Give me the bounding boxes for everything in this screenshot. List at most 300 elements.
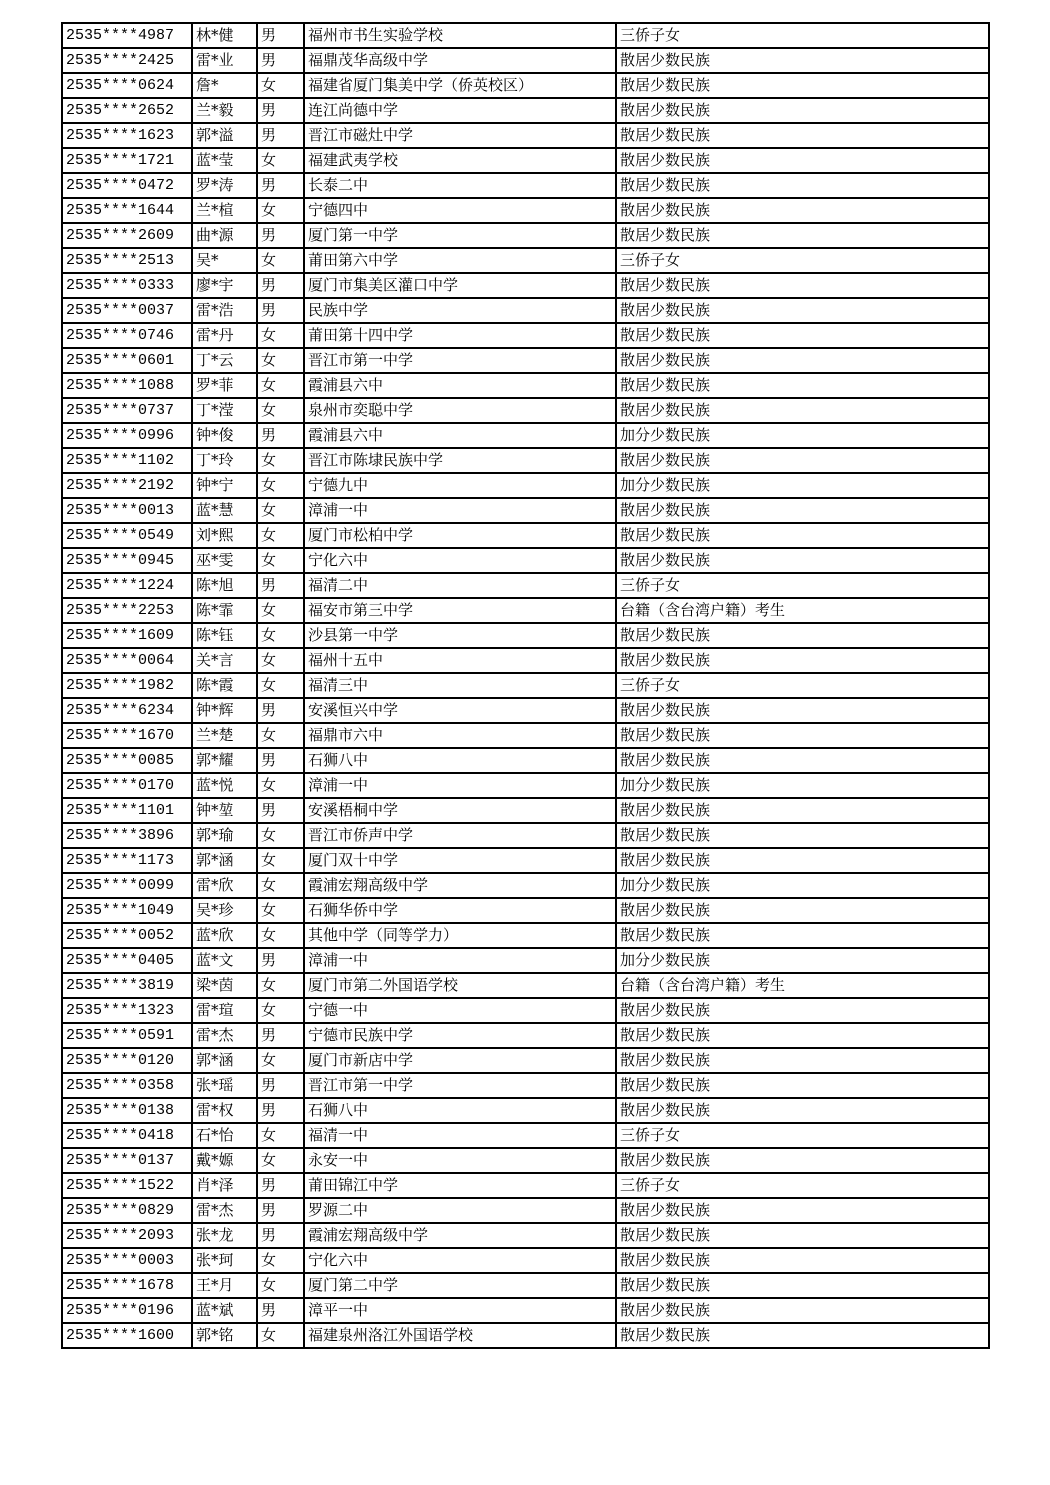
candidate-category-cell: 散居少数民族 [616,648,989,673]
table-row [62,498,989,523]
candidate-school-cell: 石狮八中 [304,1098,616,1123]
candidate-category-cell: 散居少数民族 [616,998,989,1023]
table-row [62,373,989,398]
candidate-id-cell: 2535****0085 [62,748,192,773]
table-row [62,1148,989,1173]
table-row [62,273,989,298]
candidate-gender-cell: 女 [257,248,304,273]
candidate-school-cell: 晋江市陈埭民族中学 [304,448,616,473]
candidate-gender-cell: 男 [257,98,304,123]
candidate-category-cell: 散居少数民族 [616,348,989,373]
candidate-category-cell: 加分少数民族 [616,423,989,448]
candidate-school-cell: 福建武夷学校 [304,148,616,173]
candidate-name-cell: 罗*涛 [192,173,257,198]
candidate-gender-cell: 女 [257,548,304,573]
table-row [62,473,989,498]
candidate-school-cell: 宁化六中 [304,548,616,573]
candidate-gender-cell: 女 [257,648,304,673]
candidate-id-cell: 2535****2093 [62,1223,192,1248]
candidate-id-cell: 2535****1609 [62,623,192,648]
table-row [62,698,989,723]
candidate-gender-cell: 男 [257,273,304,298]
candidate-school-cell: 福清一中 [304,1123,616,1148]
candidate-name-cell: 雷*杰 [192,1023,257,1048]
table-row [62,148,989,173]
table-row [62,1248,989,1273]
candidate-gender-cell: 女 [257,73,304,98]
candidate-school-cell: 宁德一中 [304,998,616,1023]
candidate-school-cell: 罗源二中 [304,1198,616,1223]
candidate-id-cell: 2535****2513 [62,248,192,273]
candidate-category-cell: 散居少数民族 [616,523,989,548]
table-row [62,98,989,123]
candidate-gender-cell: 男 [257,1173,304,1198]
candidate-id-cell: 2535****2652 [62,98,192,123]
table-row [62,173,989,198]
candidate-school-cell: 宁德市民族中学 [304,1023,616,1048]
candidate-name-cell: 郭*耀 [192,748,257,773]
table-row [62,548,989,573]
candidate-name-cell: 林*健 [192,23,257,48]
candidate-name-cell: 兰*楚 [192,723,257,748]
candidate-id-cell: 2535****0601 [62,348,192,373]
candidate-school-cell: 厦门市松柏中学 [304,523,616,548]
candidate-id-cell: 2535****0418 [62,1123,192,1148]
candidate-id-cell: 2535****1982 [62,673,192,698]
candidate-category-cell: 散居少数民族 [616,123,989,148]
candidate-category-cell: 散居少数民族 [616,1248,989,1273]
candidate-category-cell: 三侨子女 [616,1123,989,1148]
candidate-gender-cell: 女 [257,598,304,623]
candidate-school-cell: 晋江市第一中学 [304,348,616,373]
table-row [62,923,989,948]
candidate-gender-cell: 男 [257,223,304,248]
candidate-category-cell: 散居少数民族 [616,1023,989,1048]
candidate-gender-cell: 女 [257,848,304,873]
candidate-id-cell: 2535****0120 [62,1048,192,1073]
candidate-gender-cell: 男 [257,1023,304,1048]
candidate-category-cell: 散居少数民族 [616,273,989,298]
candidate-id-cell: 2535****1088 [62,373,192,398]
candidate-school-cell: 宁德九中 [304,473,616,498]
candidate-name-cell: 雷*权 [192,1098,257,1123]
candidate-name-cell: 郭*涵 [192,1048,257,1073]
candidate-id-cell: 2535****0358 [62,1073,192,1098]
candidate-gender-cell: 男 [257,798,304,823]
candidate-gender-cell: 男 [257,748,304,773]
candidate-school-cell: 福州市书生实验学校 [304,23,616,48]
candidate-school-cell: 福州十五中 [304,648,616,673]
candidate-gender-cell: 男 [257,1198,304,1223]
candidate-id-cell: 2535****0746 [62,323,192,348]
candidate-category-cell: 三侨子女 [616,23,989,48]
table-row [62,1198,989,1223]
table-row [62,998,989,1023]
candidate-name-cell: 兰*毅 [192,98,257,123]
candidate-category-cell: 散居少数民族 [616,698,989,723]
candidate-gender-cell: 女 [257,773,304,798]
candidate-school-cell: 厦门第二中学 [304,1273,616,1298]
candidate-id-cell: 2535****0037 [62,298,192,323]
candidate-category-cell: 散居少数民族 [616,748,989,773]
candidate-category-cell: 散居少数民族 [616,148,989,173]
candidate-gender-cell: 男 [257,298,304,323]
candidate-id-cell: 2535****0737 [62,398,192,423]
candidate-table [61,22,990,1349]
table-row [62,398,989,423]
candidate-gender-cell: 女 [257,473,304,498]
candidate-category-cell: 三侨子女 [616,1173,989,1198]
table-row [62,1273,989,1298]
candidate-name-cell: 雷*业 [192,48,257,73]
candidate-gender-cell: 男 [257,1098,304,1123]
candidate-id-cell: 2535****0099 [62,873,192,898]
candidate-category-cell: 散居少数民族 [616,48,989,73]
candidate-gender-cell: 女 [257,898,304,923]
candidate-school-cell: 石狮华侨中学 [304,898,616,923]
candidate-category-cell: 散居少数民族 [616,623,989,648]
candidate-school-cell: 民族中学 [304,298,616,323]
candidate-gender-cell: 男 [257,573,304,598]
candidate-id-cell: 2535****0196 [62,1298,192,1323]
candidate-name-cell: 兰*楦 [192,198,257,223]
table-row [62,1223,989,1248]
candidate-school-cell: 漳平一中 [304,1298,616,1323]
candidate-name-cell: 雷*丹 [192,323,257,348]
candidate-category-cell: 散居少数民族 [616,1223,989,1248]
candidate-name-cell: 吴* [192,248,257,273]
candidate-category-cell: 散居少数民族 [616,1273,989,1298]
candidate-id-cell: 2535****1101 [62,798,192,823]
candidate-school-cell: 厦门第一中学 [304,223,616,248]
candidate-category-cell: 台籍（含台湾户籍）考生 [616,973,989,998]
candidate-gender-cell: 男 [257,173,304,198]
candidate-category-cell: 散居少数民族 [616,448,989,473]
candidate-category-cell: 三侨子女 [616,248,989,273]
candidate-gender-cell: 女 [257,1148,304,1173]
candidate-category-cell: 散居少数民族 [616,798,989,823]
candidate-category-cell: 三侨子女 [616,673,989,698]
candidate-gender-cell: 男 [257,698,304,723]
candidate-category-cell: 加分少数民族 [616,473,989,498]
candidate-id-cell: 2535****1102 [62,448,192,473]
table-row [62,773,989,798]
candidate-id-cell: 2535****0829 [62,1198,192,1223]
table-row [62,573,989,598]
candidate-gender-cell: 女 [257,398,304,423]
candidate-name-cell: 吴*珍 [192,898,257,923]
candidate-school-cell: 漳浦一中 [304,498,616,523]
candidate-school-cell: 霞浦县六中 [304,423,616,448]
candidate-gender-cell: 女 [257,973,304,998]
candidate-name-cell: 石*怡 [192,1123,257,1148]
candidate-category-cell: 散居少数民族 [616,1323,989,1348]
candidate-school-cell: 福建省厦门集美中学（侨英校区） [304,73,616,98]
candidate-school-cell: 莆田锦江中学 [304,1173,616,1198]
candidate-id-cell: 2535****0549 [62,523,192,548]
candidate-name-cell: 詹* [192,73,257,98]
candidate-category-cell: 散居少数民族 [616,498,989,523]
candidate-gender-cell: 女 [257,1048,304,1073]
candidate-gender-cell: 女 [257,673,304,698]
table-row [62,598,989,623]
candidate-category-cell: 散居少数民族 [616,1073,989,1098]
table-row [62,198,989,223]
candidate-school-cell: 晋江市侨声中学 [304,823,616,848]
candidate-name-cell: 钟*堃 [192,798,257,823]
candidate-category-cell: 散居少数民族 [616,548,989,573]
candidate-gender-cell: 女 [257,373,304,398]
candidate-gender-cell: 女 [257,998,304,1023]
candidate-gender-cell: 女 [257,148,304,173]
candidate-id-cell: 2535****0996 [62,423,192,448]
candidate-name-cell: 戴*嫄 [192,1148,257,1173]
candidate-id-cell: 2535****3896 [62,823,192,848]
candidate-name-cell: 曲*源 [192,223,257,248]
candidate-gender-cell: 女 [257,623,304,648]
table-row [62,623,989,648]
table-row [62,823,989,848]
candidate-category-cell: 台籍（含台湾户籍）考生 [616,598,989,623]
table-row [62,948,989,973]
candidate-category-cell: 加分少数民族 [616,873,989,898]
candidate-school-cell: 厦门市第二外国语学校 [304,973,616,998]
candidate-name-cell: 巫*雯 [192,548,257,573]
table-row [62,23,989,48]
candidate-name-cell: 关*言 [192,648,257,673]
candidate-name-cell: 陈*旭 [192,573,257,598]
candidate-category-cell: 散居少数民族 [616,298,989,323]
candidate-name-cell: 雷*杰 [192,1198,257,1223]
candidate-gender-cell: 女 [257,348,304,373]
candidate-gender-cell: 男 [257,1298,304,1323]
candidate-school-cell: 宁化六中 [304,1248,616,1273]
candidate-category-cell: 散居少数民族 [616,223,989,248]
table-row [62,1298,989,1323]
candidate-name-cell: 蓝*欣 [192,923,257,948]
candidate-id-cell: 2535****2253 [62,598,192,623]
table-row [62,1023,989,1048]
candidate-name-cell: 钟*宁 [192,473,257,498]
candidate-category-cell: 加分少数民族 [616,948,989,973]
table-row [62,248,989,273]
candidate-id-cell: 2535****1600 [62,1323,192,1348]
candidate-gender-cell: 男 [257,123,304,148]
candidate-id-cell: 2535****1224 [62,573,192,598]
table-row [62,298,989,323]
table-row [62,748,989,773]
candidate-school-cell: 福清二中 [304,573,616,598]
table-row [62,1073,989,1098]
candidate-gender-cell: 女 [257,1323,304,1348]
candidate-gender-cell: 女 [257,523,304,548]
candidate-school-cell: 晋江市第一中学 [304,1073,616,1098]
candidate-school-cell: 晋江市磁灶中学 [304,123,616,148]
table-row [62,523,989,548]
candidate-school-cell: 连江尚德中学 [304,98,616,123]
candidate-school-cell: 福清三中 [304,673,616,698]
candidate-school-cell: 安溪恒兴中学 [304,698,616,723]
candidate-name-cell: 郭*涵 [192,848,257,873]
candidate-gender-cell: 男 [257,23,304,48]
table-row [62,48,989,73]
candidate-school-cell: 厦门双十中学 [304,848,616,873]
candidate-name-cell: 张*珂 [192,1248,257,1273]
candidate-school-cell: 霞浦县六中 [304,373,616,398]
candidate-school-cell: 安溪梧桐中学 [304,798,616,823]
candidate-category-cell: 散居少数民族 [616,723,989,748]
candidate-id-cell: 2535****1623 [62,123,192,148]
candidate-gender-cell: 女 [257,1273,304,1298]
candidate-name-cell: 丁*滢 [192,398,257,423]
candidate-id-cell: 2535****0003 [62,1248,192,1273]
candidate-id-cell: 2535****0138 [62,1098,192,1123]
candidate-category-cell: 散居少数民族 [616,1298,989,1323]
candidate-school-cell: 莆田第六中学 [304,248,616,273]
candidate-name-cell: 肖*泽 [192,1173,257,1198]
candidate-id-cell: 2535****0333 [62,273,192,298]
candidate-table-body [62,23,989,1348]
candidate-category-cell: 散居少数民族 [616,1198,989,1223]
table-row [62,323,989,348]
candidate-name-cell: 丁*云 [192,348,257,373]
candidate-category-cell: 散居少数民族 [616,898,989,923]
table-row [62,1098,989,1123]
candidate-name-cell: 王*月 [192,1273,257,1298]
candidate-name-cell: 罗*菲 [192,373,257,398]
candidate-name-cell: 张*瑶 [192,1073,257,1098]
candidate-gender-cell: 女 [257,723,304,748]
candidate-gender-cell: 女 [257,498,304,523]
candidate-id-cell: 2535****0137 [62,1148,192,1173]
table-row [62,848,989,873]
candidate-id-cell: 2535****1678 [62,1273,192,1298]
table-row [62,423,989,448]
candidate-id-cell: 2535****2192 [62,473,192,498]
candidate-category-cell: 散居少数民族 [616,1148,989,1173]
table-row [62,898,989,923]
candidate-school-cell: 霞浦宏翔高级中学 [304,873,616,898]
table-row [62,648,989,673]
candidate-name-cell: 张*龙 [192,1223,257,1248]
candidate-name-cell: 蓝*莹 [192,148,257,173]
candidate-school-cell: 福鼎茂华高级中学 [304,48,616,73]
candidate-category-cell: 散居少数民族 [616,373,989,398]
candidate-category-cell: 散居少数民族 [616,173,989,198]
table-row [62,673,989,698]
candidate-category-cell: 三侨子女 [616,573,989,598]
candidate-gender-cell: 女 [257,1248,304,1273]
candidate-gender-cell: 女 [257,198,304,223]
table-row [62,723,989,748]
candidate-school-cell: 漳浦一中 [304,948,616,973]
table-row [62,1123,989,1148]
candidate-school-cell: 厦门市集美区灌口中学 [304,273,616,298]
candidate-name-cell: 蓝*慧 [192,498,257,523]
candidate-id-cell: 2535****3819 [62,973,192,998]
candidate-id-cell: 2535****4987 [62,23,192,48]
candidate-name-cell: 钟*辉 [192,698,257,723]
candidate-gender-cell: 女 [257,323,304,348]
candidate-school-cell: 漳浦一中 [304,773,616,798]
table-row [62,223,989,248]
candidate-school-cell: 福建泉州洛江外国语学校 [304,1323,616,1348]
candidate-school-cell: 莆田第十四中学 [304,323,616,348]
candidate-school-cell: 福鼎市六中 [304,723,616,748]
candidate-school-cell: 沙县第一中学 [304,623,616,648]
candidate-school-cell: 永安一中 [304,1148,616,1173]
candidate-school-cell: 其他中学（同等学力） [304,923,616,948]
candidate-name-cell: 蓝*斌 [192,1298,257,1323]
table-row [62,798,989,823]
candidate-name-cell: 蓝*悦 [192,773,257,798]
candidate-name-cell: 廖*宇 [192,273,257,298]
candidate-id-cell: 2535****0405 [62,948,192,973]
candidate-name-cell: 郭*瑜 [192,823,257,848]
candidate-school-cell: 石狮八中 [304,748,616,773]
candidate-gender-cell: 男 [257,423,304,448]
candidate-category-cell: 散居少数民族 [616,1048,989,1073]
table-row [62,448,989,473]
table-row [62,1048,989,1073]
candidate-gender-cell: 女 [257,823,304,848]
candidate-gender-cell: 男 [257,1223,304,1248]
candidate-id-cell: 2535****1323 [62,998,192,1023]
candidate-school-cell: 长泰二中 [304,173,616,198]
candidate-name-cell: 陈*霏 [192,598,257,623]
candidate-id-cell: 2535****1173 [62,848,192,873]
candidate-name-cell: 蓝*文 [192,948,257,973]
candidate-gender-cell: 男 [257,48,304,73]
candidate-id-cell: 2535****0064 [62,648,192,673]
candidate-name-cell: 丁*玲 [192,448,257,473]
candidate-name-cell: 钟*俊 [192,423,257,448]
candidate-category-cell: 散居少数民族 [616,398,989,423]
candidate-category-cell: 散居少数民族 [616,923,989,948]
candidate-id-cell: 2535****0013 [62,498,192,523]
candidate-id-cell: 2535****1721 [62,148,192,173]
candidate-id-cell: 2535****1644 [62,198,192,223]
table-row [62,348,989,373]
table-row [62,1323,989,1348]
candidate-id-cell: 2535****0591 [62,1023,192,1048]
candidate-name-cell: 郭*溢 [192,123,257,148]
candidate-gender-cell: 女 [257,923,304,948]
table-row [62,973,989,998]
candidate-category-cell: 散居少数民族 [616,848,989,873]
candidate-school-cell: 霞浦宏翔高级中学 [304,1223,616,1248]
candidate-id-cell: 2535****1670 [62,723,192,748]
candidate-name-cell: 雷*浩 [192,298,257,323]
candidate-name-cell: 雷*瑄 [192,998,257,1023]
candidate-gender-cell: 男 [257,948,304,973]
candidate-id-cell: 2535****1049 [62,898,192,923]
candidate-category-cell: 散居少数民族 [616,98,989,123]
table-row [62,73,989,98]
candidate-id-cell: 2535****1522 [62,1173,192,1198]
candidate-gender-cell: 女 [257,873,304,898]
candidate-category-cell: 加分少数民族 [616,773,989,798]
candidate-id-cell: 2535****0945 [62,548,192,573]
candidate-id-cell: 2535****6234 [62,698,192,723]
candidate-category-cell: 散居少数民族 [616,323,989,348]
candidate-name-cell: 陈*霞 [192,673,257,698]
candidate-name-cell: 梁*茵 [192,973,257,998]
candidate-name-cell: 雷*欣 [192,873,257,898]
candidate-name-cell: 刘*熙 [192,523,257,548]
candidate-name-cell: 陈*钰 [192,623,257,648]
table-row [62,1173,989,1198]
